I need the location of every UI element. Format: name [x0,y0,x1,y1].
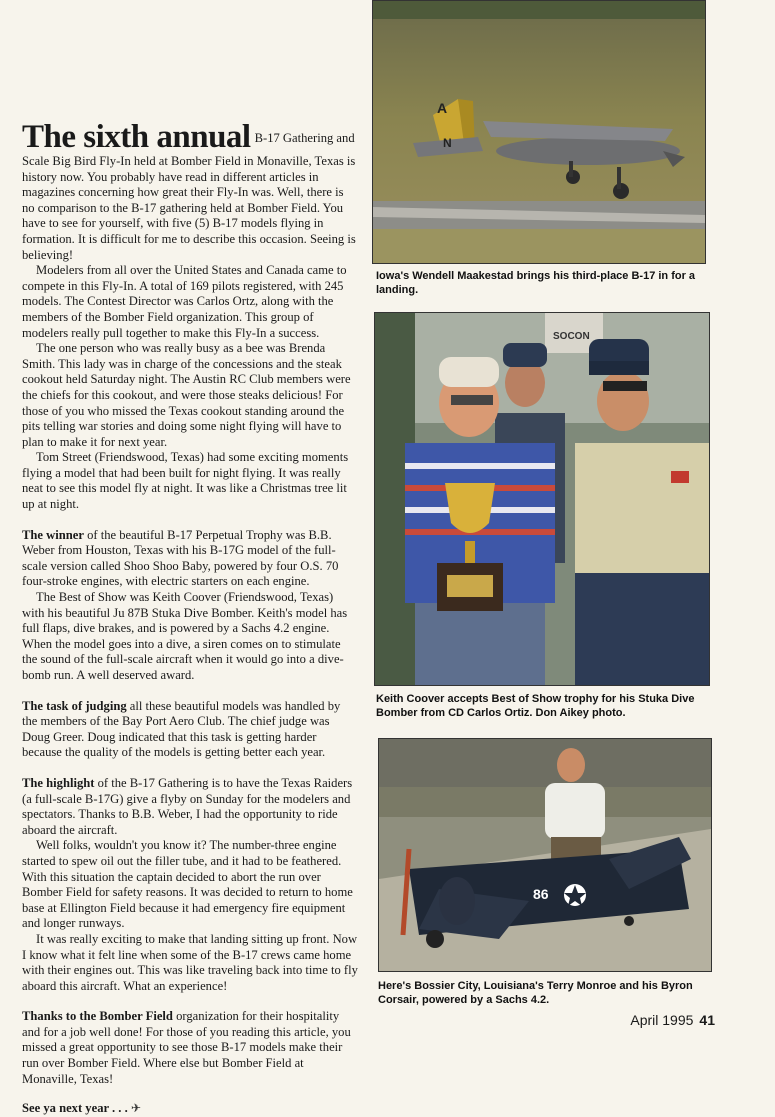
lead-in: The task of judging [22,698,127,713]
lead-in: Thanks to the Bomber Field [22,1009,173,1024]
issue-date: April 1995 [630,1012,694,1028]
lead-in: The highlight [22,775,95,790]
paragraph-text: of the B-17 Gathering is to have the Texas Raiders (a full-scale B-17G) give a flyby on Sunday for the modelers and spectators. Thanks to B.B. Weber, I had the opportunity to ride aboard the aircraft. [22,775,353,837]
page-number: 41 [699,1012,715,1028]
paragraph-text: organization for their hospitality and for a job well done! For those of you reading this article, you missed a great opportunity to see those B-17 models make their run over Bomber Field. Where else but Bomber Field at Monaville, Texas! [22,1009,351,1086]
tail-marking-n: N [443,136,452,150]
paragraph: The one person who was really busy as a bee was Brenda Smith. This lady was in charge of the concessions and the steak cookout held Saturday night. The Austin RC Club members were the chiefs for this cookout, and were those steaks delicious! For those of you who missed the Texas cookout standing around the pits telling war stories and doing some night flying will have to plan to make it for next year. [22,341,351,449]
paragraph-text: of the beautiful B-17 Perpetual Trophy was B.B. Weber from Houston, Texas with his B-17G model of the full-scale version called Shoo Shoo Baby, powered by four O.S. 70 four-stroke engines, with electric starters on each engine. [22,527,339,589]
intro-text: B-17 Gathering and Scale Big Bird Fly-In held at Bomber Field in Monaville, Texas is history now. You probably have read in different articles in magazines concerning how great their Fly-In was. Well, there is no comparison to the B-17 gathering held at Bomber Field. You have to see for yourself, with five (5) B-17 models flying in formation. It is difficult for me to describe this occasion. Seeing is believing! [22,131,356,262]
paragraph-winner [22,528,358,590]
trophy-photo-image [375,313,709,685]
photo-caption-2: Keith Coover accepts Best of Show trophy for his Stuka Dive Bomber from CD Carlos Ortiz. Don Aikey photo. [376,693,695,719]
article-column [22,120,358,1117]
paragraph-text: all these beautiful models was handled by the members of the Bay Port Aero Club. The chief judge was Doug Greer. Doug indicated that this task is getting harder because the quality of the models is getting better each year. [22,698,341,760]
paragraph: It was really exciting to make that landing sitting up front. Now I know what it felt line when some of the B-17 crews came home with their engines out. This was like traveling back into time to fly aboard this aircraft. What an experience! [22,931,358,993]
paragraph: Modelers from all over the United States and Canada came to compete in this Fly-In. A total of 169 pilots registered, with 245 models. The Contest Director was Carlos Ortz, along with the members of the Bomber Field organization. This group of modelers really pull together to make this Fly-In a success. [22,263,347,340]
photo-trophy [374,312,710,686]
photo-caption-1: Iowa's Wendell Maakestad brings his third-place B-17 in for a landing. [376,270,696,296]
page-footer [630,1012,715,1028]
corsair-photo-image [379,739,711,971]
signoff [22,1101,358,1117]
corsair-number: 86 [533,886,549,902]
sign-text: SOCON [553,331,590,342]
paragraph-intro [22,120,358,263]
paragraph-judging [22,699,358,761]
b17-photo-image [373,1,705,263]
paragraph: Well folks, wouldn't you know it? The number-three engine started to spew oil out the filler tube, and it had to be feathered. With this situation the captain decided to abort the run over Bomber Field for safety reasons. It was decided to return to home base at Ellington Field because it had emergency fire equipment and longer runways. [22,838,353,931]
paragraph-thanks [22,1009,358,1087]
paragraph: Tom Street (Friendswood, Texas) had some exciting moments flying a model that had been built for night flying. It was really neat to see this model fly at night. It was like a Christmas tree lit up at night. [22,450,349,512]
tail-marking-a: A [437,100,448,116]
paragraph: The Best of Show was Keith Coover (Friendswood, Texas) with his beautiful Ju 87B Stuka Dive Bomber. Keith's model has full flaps, dive brakes, and is powered by a Sachs 4.2 engine. When the model goes into a dive, a siren comes on to stimulate the sound of the full-scale aircraft when it would go into a dive-bomb run. A well deserved award. [22,590,348,682]
photo-corsair [378,738,712,972]
paragraph-highlight [22,776,358,838]
airplane-icon: ✈ [130,1101,141,1116]
article-title: The sixth annual [22,119,251,155]
photo-caption-3: Here's Bossier City, Louisiana's Terry Monroe and his Byron Corsair, powered by a Sachs 4.2. [378,980,693,1006]
signoff-text: See ya next year . . . [22,1101,128,1116]
photo-b17-landing [372,0,706,264]
lead-in: The winner [22,527,84,542]
